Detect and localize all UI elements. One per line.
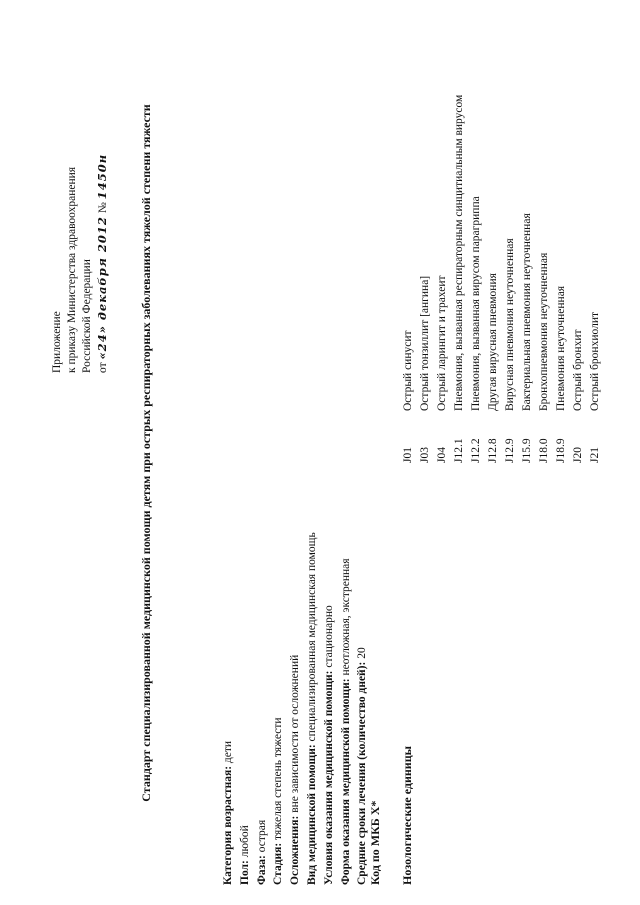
icd-name: Острый ларингит и трахеит [436,274,448,411]
meta-label: Средние сроки лечения (количество дней): [356,661,369,885]
icd-code: J12.1 [453,437,465,463]
approval-from-label: от [97,361,109,373]
meta-value: любой [238,824,251,857]
icd-code: J18.9 [555,437,567,463]
icd-row [400,94,417,462]
icd-row [519,94,536,462]
meta-row [321,532,338,885]
approval-line-date [95,153,111,372]
meta-value: тяжелая степень тяжести [272,716,285,840]
handwritten-number: 1450н [95,153,109,199]
icd-code: J01 [402,446,414,463]
document-title: Стандарт специализированной медицинской помощи детям при острых респираторных заболеваниях тяжелой степени тяжести [139,103,153,802]
meta-row [270,532,287,885]
approval-block [50,153,111,372]
icd-row [587,94,604,462]
meta-value: неотложная, экстренная [339,557,352,676]
icd-name: Пневмония, вызванная вирусом парагриппа [470,195,482,411]
meta-value: стационарно [322,604,335,668]
icd-name: Пневмония неуточненная [555,285,567,411]
icd-name: Пневмония, вызванная респираторным синцитиальным вирусом [453,94,465,411]
icd-row [553,94,570,462]
meta-label: Осложнения: [289,815,302,885]
meta-row [338,532,355,885]
meta-label: Пол: [238,859,251,885]
meta-label: Вид медицинской помощи: [305,743,318,885]
meta-label: Фаза: [255,854,268,885]
meta-row [254,532,271,885]
rotated-document-page [20,13,620,893]
meta-row [220,532,237,885]
icd-name: Другая вирусная пневмония [487,272,499,411]
icd-name: Острый синусит [402,329,414,411]
icd-code: J15.9 [521,437,533,463]
icd-code: J21 [589,446,601,463]
meta-value: острая [255,819,268,852]
meta-label: Стадия: [272,842,285,885]
meta-row [237,532,254,885]
meta-value: вне зависимости от осложнений [289,654,302,813]
approval-line-appendix: Приложение [51,310,63,373]
icd-code: J12.2 [470,437,482,463]
icd-row [502,94,519,462]
meta-block [220,532,371,885]
meta-row [287,532,304,885]
icd-name: Острый тонзиллит [ангина] [419,275,431,411]
meta-label: Форма оказания медицинской помощи: [339,677,352,885]
nosology-heading: Нозологические единицы [400,745,414,885]
icd-row [468,94,485,462]
icd-code: J04 [436,446,448,463]
icd-name: Бактериальная пневмония неуточненная [521,212,533,411]
meta-value: специализированная медицинская помощь [305,531,318,741]
meta-label: Категория возрастная: [222,765,234,885]
approval-line-federation: Российской Федерации [81,258,93,373]
icd-code-heading: Код по МКБ X* [368,800,382,885]
meta-value: дети [222,740,234,763]
icd-code-list [400,94,604,462]
icd-row [485,94,502,462]
icd-code: J18.0 [538,437,550,463]
approval-line-order: к приказу Министерства здравоохранения [66,166,78,373]
icd-name: Острый бронхит [572,328,584,411]
icd-row [536,94,553,462]
approval-number-label: № [97,201,109,213]
icd-code: J12.8 [487,437,499,463]
icd-row [451,94,468,462]
icd-row [417,94,434,462]
icd-name: Бронхопневмония неуточненная [538,252,550,411]
meta-row [304,532,321,885]
meta-label: Условия оказания медицинской помощи: [322,669,335,885]
icd-name: Острый бронхиолит [589,311,601,411]
icd-code: J03 [419,446,431,463]
icd-code: J20 [572,446,584,463]
icd-code: J12.9 [504,437,516,463]
icd-row [434,94,451,462]
handwritten-date: «24» декабря 2012 [95,215,109,359]
icd-row [570,94,587,462]
meta-value: 20 [356,646,369,659]
icd-name: Вирусная пневмония неуточненная [504,237,516,411]
